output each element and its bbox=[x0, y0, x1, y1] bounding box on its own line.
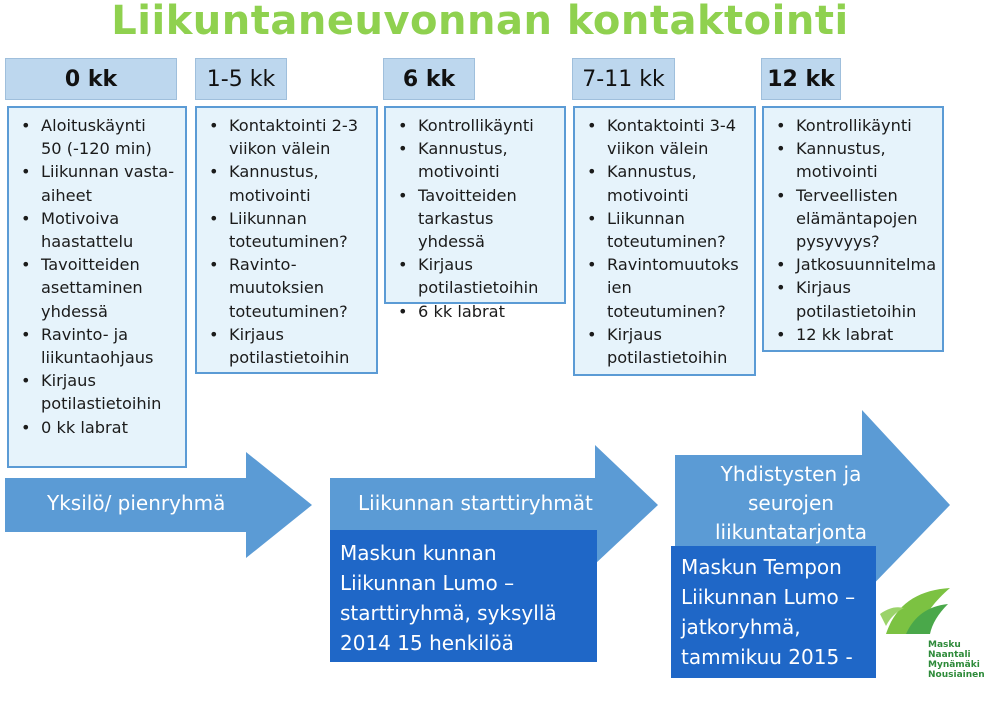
header-6kk: 6 kk bbox=[383, 58, 475, 100]
column-box-0kk bbox=[7, 106, 187, 468]
list-item: • Jatkosuunnitelma bbox=[774, 253, 934, 276]
column-box-12kk bbox=[762, 106, 944, 352]
list-item: • Ravinto- muutoksien toteutuminen? bbox=[207, 253, 368, 323]
header-1-5kk: 1-5 kk bbox=[195, 58, 287, 100]
list-item: • Kontrollikäynti bbox=[774, 114, 934, 137]
header-0kk: 0 kk bbox=[5, 58, 177, 100]
list-item: • 0 kk labrat bbox=[19, 416, 177, 439]
list-item: • Motivoiva haastattelu bbox=[19, 207, 177, 253]
arrow-label-individual: Yksilö/ pienryhmä bbox=[47, 491, 226, 515]
list-item: • Ravinto- ja liikuntaohjaus bbox=[19, 323, 177, 369]
list-item: • Ravintomuutoks ien toteutuminen? bbox=[585, 253, 746, 323]
list-item: • Kirjaus potilastietoihin bbox=[396, 253, 556, 299]
list-item: • Kirjaus potilastietoihin bbox=[207, 323, 368, 369]
list-item: • Kannustus, motivointi bbox=[774, 137, 934, 183]
list-item: • Kannustus, motivointi bbox=[396, 137, 556, 183]
column-box-6kk bbox=[384, 106, 566, 321]
list-item: • Liikunnan vasta- aiheet bbox=[19, 160, 177, 206]
list-item: • Liikunnan toteutuminen? bbox=[207, 207, 368, 253]
header-7-11kk: 7-11 kk bbox=[572, 58, 675, 100]
list-item: • 12 kk labrat bbox=[774, 323, 934, 346]
list-item: • Kirjaus potilastietoihin bbox=[19, 369, 177, 415]
list-item: • Liikunnan toteutuminen? bbox=[585, 207, 746, 253]
list-item: • Aloituskäynti 50 (-120 min) bbox=[19, 114, 177, 160]
list-item: • Kirjaus potilastietoihin bbox=[585, 323, 746, 369]
list-item: • 6 kk labrat bbox=[396, 300, 556, 323]
list-item: • Tavoitteiden tarkastus yhdessä bbox=[396, 184, 556, 254]
group-box-masku-tempo: Maskun Tempon Liikunnan Lumo – jatkoryhmä, tammikuu 2015 -> bbox=[671, 546, 876, 678]
logo-text: Masku Naantali Mynämäki Nousiainen bbox=[928, 640, 985, 680]
list-item: • Kontrollikäynti bbox=[396, 114, 556, 137]
column-box-7-11kk bbox=[573, 106, 756, 376]
list-item: • Tavoitteiden asettaminen yhdessä bbox=[19, 253, 177, 323]
list-item: • Kannustus, motivointi bbox=[585, 160, 746, 206]
arrow-label-start-groups: Liikunnan starttiryhmät bbox=[358, 491, 593, 515]
list-item: • Kirjaus potilastietoihin bbox=[774, 276, 934, 322]
header-12kk: 12 kk bbox=[761, 58, 841, 100]
list-item: • Kontaktointi 3-4 viikon välein bbox=[585, 114, 746, 160]
list-item: • Kannustus, motivointi bbox=[207, 160, 368, 206]
list-item: • Kontaktointi 2-3 viikon välein bbox=[207, 114, 368, 160]
page-title: Liikuntaneuvonnan kontaktointi bbox=[111, 0, 849, 44]
list-item: • Terveellisten elämäntapojen pysyvyys? bbox=[774, 184, 934, 254]
column-box-1-5kk bbox=[195, 106, 378, 374]
arrow-label-associations: Yhdistysten ja seurojen liikuntatarjonta bbox=[715, 462, 867, 544]
municipality-logo-icon bbox=[878, 584, 958, 638]
group-box-masku-start: Maskun kunnan Liikunnan Lumo – starttiryhmä, syksyllä 2014 15 henkilöä bbox=[330, 530, 597, 662]
